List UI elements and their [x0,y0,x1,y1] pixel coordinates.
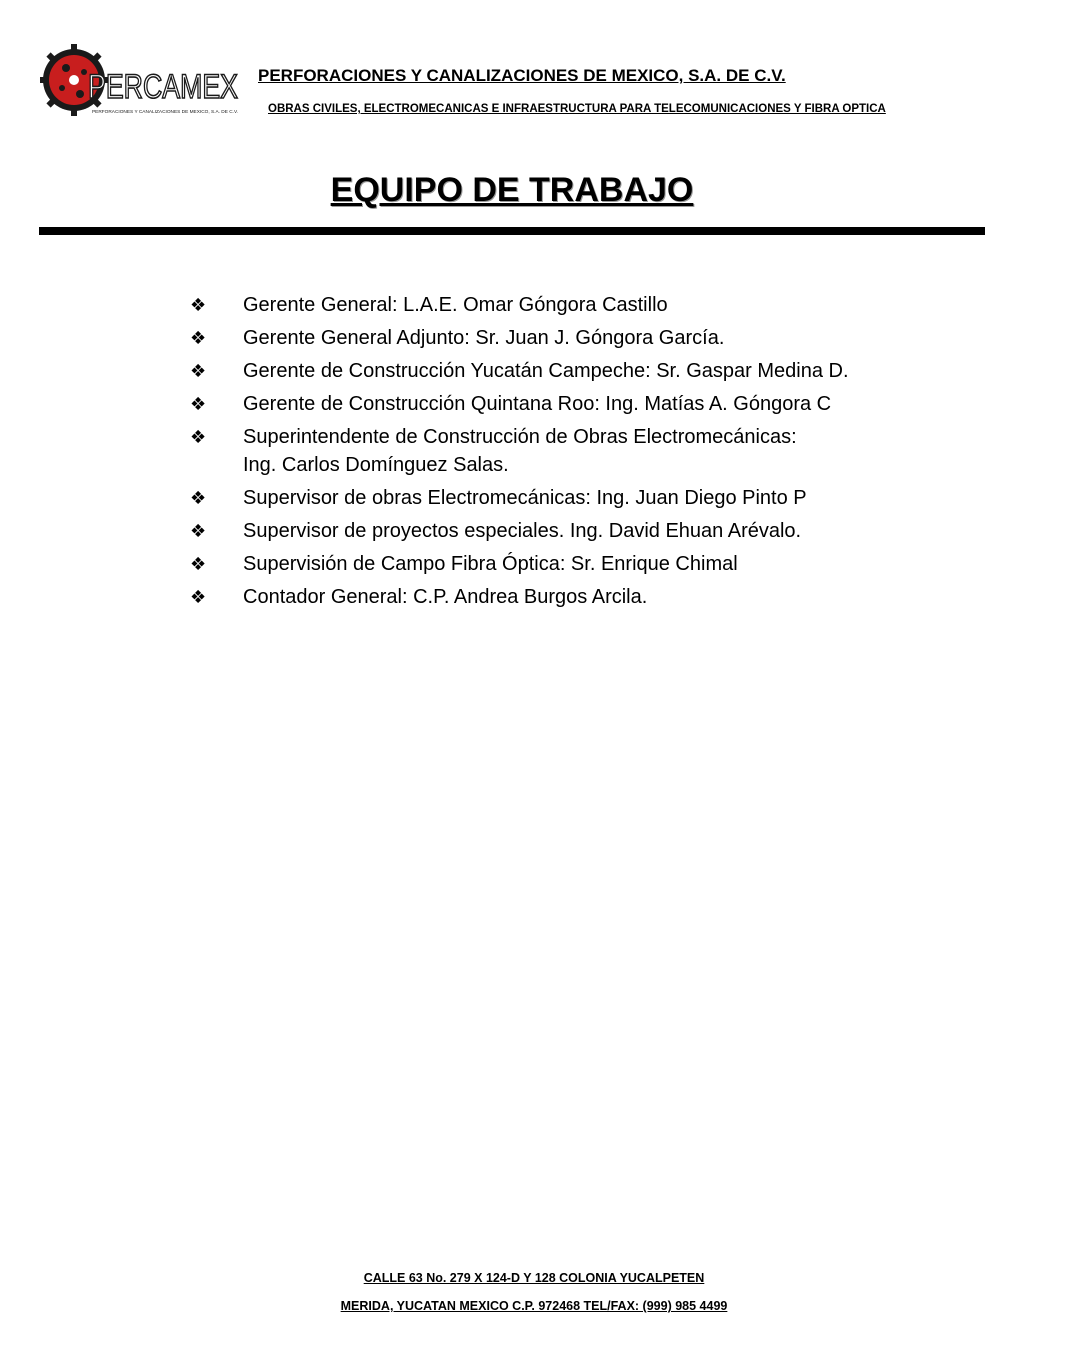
list-item [190,390,970,418]
team-member-text: Gerente General Adjunto: Sr. Juan J. Góngora García. [243,327,725,349]
team-member-text: Supervisor de proyectos especiales. Ing. David Ehuan Arévalo. [243,520,802,542]
list-item [190,423,970,479]
diamond-bullet-icon: ❖ [190,554,207,574]
team-member-text-continued: Ing. Carlos Domínguez Salas. [243,454,509,476]
team-list [190,291,970,616]
list-item [190,517,970,545]
diamond-bullet-icon: ❖ [190,328,207,348]
list-item [190,583,970,611]
logo-text: PERCAMEX [88,68,238,106]
list-item [190,324,970,352]
company-name: PERFORACIONES Y CANALIZACIONES DE MEXICO, S.A. DE C.V. [258,66,786,85]
team-member-text: Supervisor de obras Electromecánicas: Ing. Juan Diego Pinto P [243,487,807,509]
diamond-bullet-icon: ❖ [190,427,207,447]
list-item [190,357,970,385]
list-item [190,550,970,578]
page-title: EQUIPO DE TRABAJO [330,171,694,209]
list-item [190,291,970,319]
company-tagline: OBRAS CIVILES, ELECTROMECANICAS E INFRAESTRUCTURA PARA TELECOMUNICACIONES Y FIBRA OPTICA [268,103,886,115]
team-member-text: Gerente General: L.A.E. Omar Góngora Castillo [243,294,668,316]
team-member-text: Superintendente de Construcción de Obras Electromecánicas: [243,426,797,448]
team-member-text: Gerente de Construcción Yucatán Campeche: Sr. Gaspar Medina D. [243,360,849,382]
diamond-bullet-icon: ❖ [190,361,207,381]
diamond-bullet-icon: ❖ [190,587,207,607]
list-item [190,484,970,512]
diamond-bullet-icon: ❖ [190,488,207,508]
footer-address: CALLE 63 No. 279 X 124-D Y 128 COLONIA YUCALPETEN [363,1271,705,1285]
diamond-bullet-icon: ❖ [190,521,207,541]
team-member-text: Gerente de Construcción Quintana Roo: Ing. Matías A. Góngora C [243,393,832,415]
diamond-bullet-icon: ❖ [190,295,207,315]
team-member-text: Contador General: C.P. Andrea Burgos Arcila. [243,586,648,608]
title-divider [39,227,985,235]
diamond-bullet-icon: ❖ [190,394,207,414]
logo-subtext: PERFORACIONES Y CANALIZACIONES DE MEXICO, S.A. DE C.V. [92,109,238,114]
company-logo [40,44,240,124]
team-member-text: Supervisión de Campo Fibra Óptica: Sr. Enrique Chimal [243,553,738,575]
footer-contact: MERIDA, YUCATAN MEXICO C.P. 972468 TEL/FAX: (999) 985 4499 [340,1299,728,1313]
